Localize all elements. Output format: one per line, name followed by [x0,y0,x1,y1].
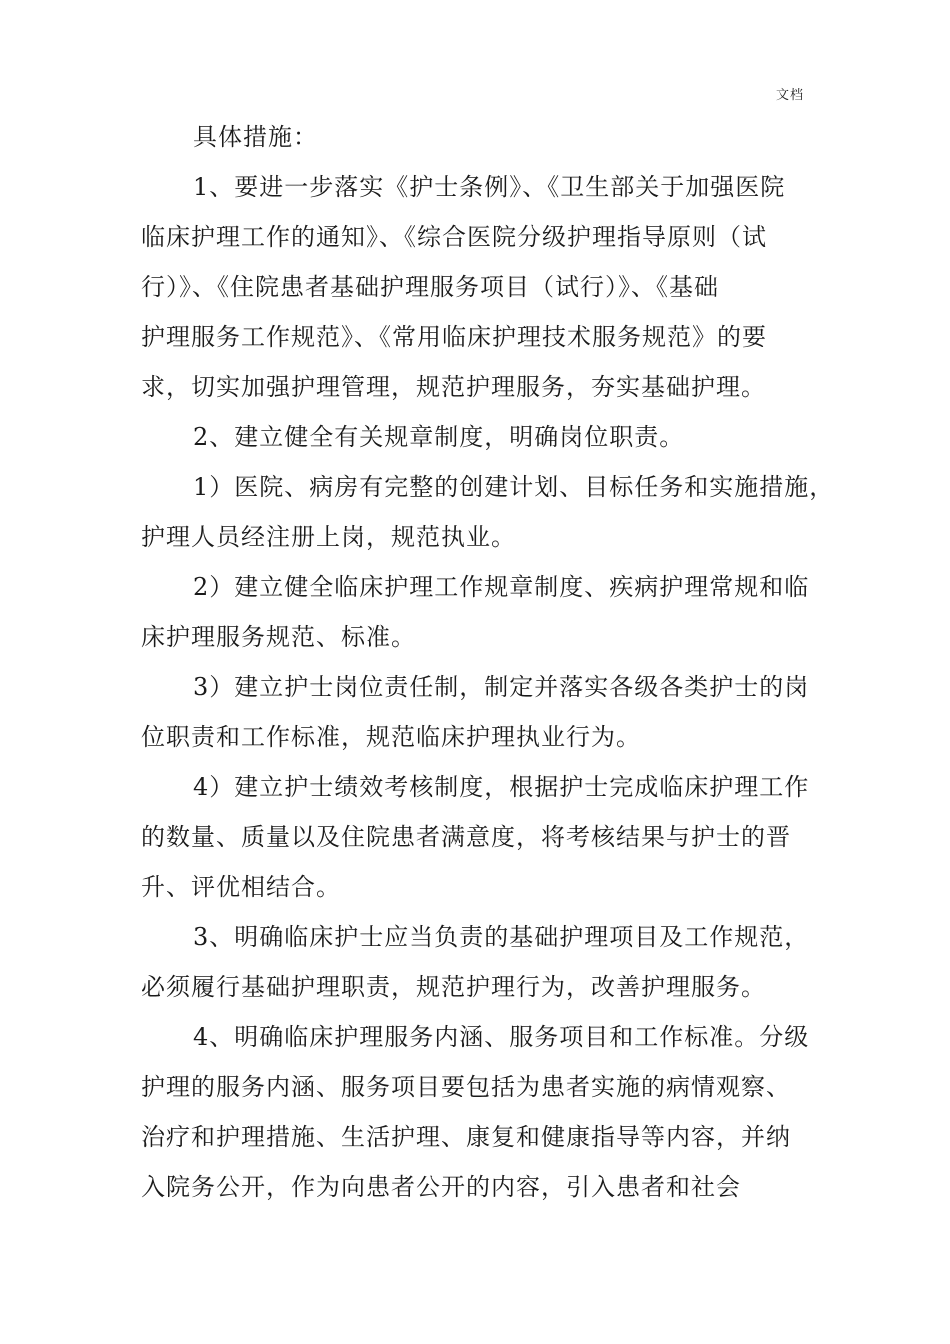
text-line: 升、评优相结合。 [141,873,341,901]
text-line: 求，切实加强护理管理，规范护理服务，夯实基础护理。 [141,373,766,401]
text-line: 1）医院、病房有完整的创建计划、目标任务和实施措施， [193,473,835,501]
text-line: 1、要进一步落实《护士条例》、《卫生部关于加强医院 [193,173,786,201]
text-line: 位职责和工作标准，规范临床护理执业行为。 [141,723,641,751]
text-line: 护理人员经注册上岗，规范执业。 [141,523,516,551]
text-line: 临床护理工作的通知》、《综合医院分级护理指导原则（试 [141,223,767,251]
text-line: 入院务公开，作为向患者公开的内容，引入患者和社会 [141,1173,741,1201]
text-line: 必须履行基础护理职责，规范护理行为，改善护理服务。 [141,973,766,1001]
text-line: 具体措施： [193,123,318,151]
text-line: 2、建立健全有关规章制度，明确岗位职责。 [193,423,685,451]
text-line: 护理的服务内涵、服务项目要包括为患者实施的病情观察、 [141,1073,791,1101]
text-line: 行）》、《住院患者基础护理服务项目（试行）》、《基础 [141,273,719,301]
text-line: 2）建立健全临床护理工作规章制度、疾病护理常规和临 [193,573,810,601]
text-line: 3）建立护士岗位责任制，制定并落实各级各类护士的岗 [193,673,810,701]
text-line: 的数量、质量以及住院患者满意度，将考核结果与护士的晋 [141,823,791,851]
text-line: 床护理服务规范、标准。 [141,623,416,651]
page-header-label: 文档 [775,88,804,103]
text-line: 治疗和护理措施、生活护理、康复和健康指导等内容，并纳 [141,1123,791,1151]
text-line: 4）建立护士绩效考核制度，根据护士完成临床护理工作 [193,773,810,801]
text-line: 4、明确临床护理服务内涵、服务项目和工作标准。分级 [193,1023,810,1051]
text-line: 护理服务工作规范》、《常用临床护理技术服务规范》的要 [141,323,767,351]
text-line: 3、明确临床护士应当负责的基础护理项目及工作规范， [193,923,810,951]
